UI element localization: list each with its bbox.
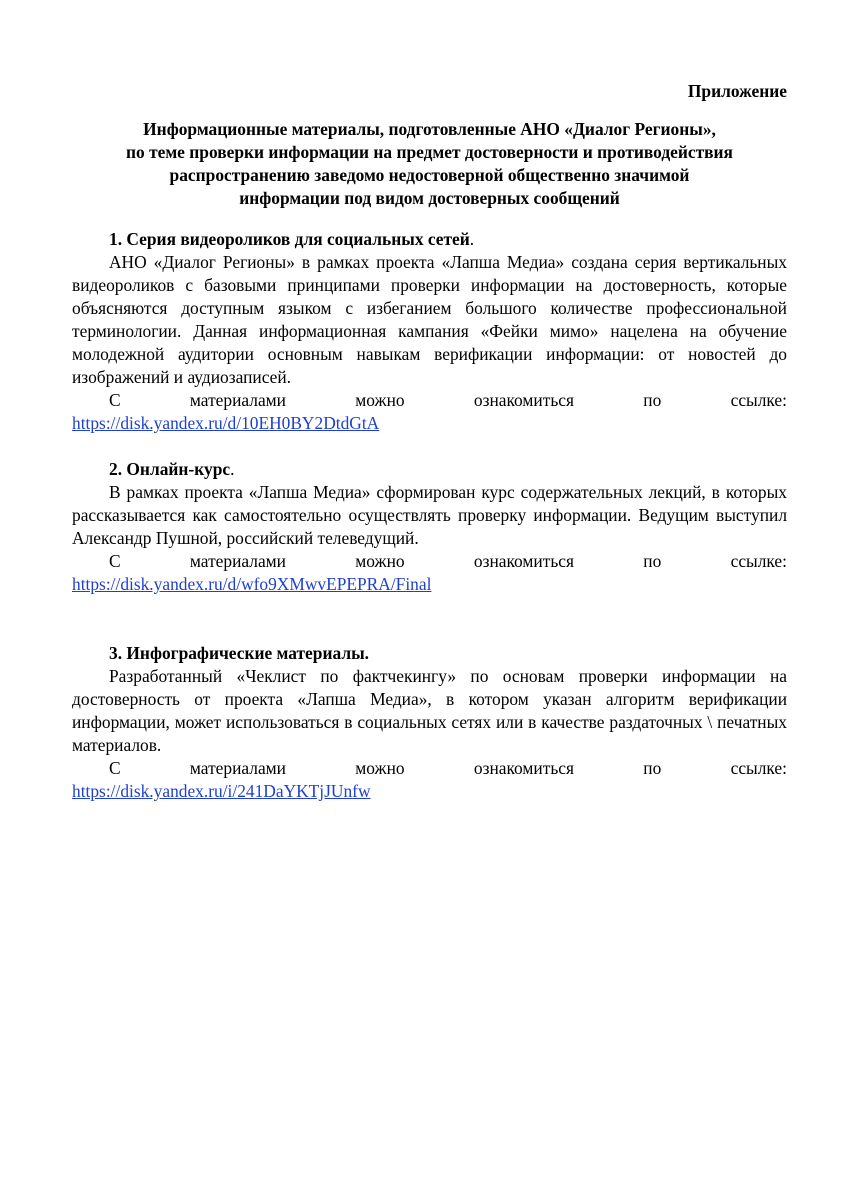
section-body: Разработанный «Чеклист по фактчекингу» по основам проверки информации на достоверность от проекта «Лапша Медиа», в котором указан алгоритм верификации информации, может использоваться в социальных сетях или в качестве раздаточных \ печатных материалов. [72, 666, 787, 755]
section-heading-suffix: . [469, 229, 475, 249]
link-intro: С материалами можно ознакомиться по ссылке: [109, 390, 787, 410]
title-line: распространению заведомо недостоверной общественно значимой [169, 165, 690, 185]
section-heading [72, 458, 787, 481]
section-heading-suffix: . [230, 459, 235, 479]
section-heading-text: 2. Онлайн-курс [109, 459, 231, 479]
appendix-label: Приложение [687, 81, 787, 101]
section-heading-text: 3. Инфографические материалы. [109, 643, 370, 663]
section-body: АНО «Диалог Регионы» в рамках проекта «Лапша Медиа» создана серия вертикальных видеороликов с базовыми принципами проверки информации на достоверность, которые объясняются доступным языком с избеганием большого количестве профессиональной терминологии. Данная информационная кампания «Фейки мимо» нацелена на обучение молодежной аудитории основным навыкам верификации информации: от новостей до изображений и аудиозаписей. [72, 252, 787, 387]
title-line: Информационные материалы, подготовленные АНО «Диалог Регионы», [143, 119, 716, 139]
section-heading-text: 1. Серия видеороликов для социальных сетей [109, 229, 470, 249]
section-infographics [72, 642, 787, 803]
document-title [72, 118, 787, 210]
section-heading [72, 228, 787, 251]
section-heading [72, 642, 787, 665]
section-video-series [72, 228, 787, 435]
materials-link[interactable]: https://disk.yandex.ru/i/241DaYKTjJUnfw [72, 781, 371, 801]
link-intro: С материалами можно ознакомиться по ссылке: [109, 551, 787, 571]
materials-link[interactable]: https://disk.yandex.ru/d/wfo9XMwvEPEPRA/Final [72, 574, 432, 594]
title-line: информации под видом достоверных сообщений [239, 188, 620, 208]
title-line: по теме проверки информации на предмет достоверности и противодействия [126, 142, 733, 162]
section-online-course [72, 458, 787, 596]
section-body: В рамках проекта «Лапша Медиа» сформирован курс содержательных лекций, в которых рассказывается как самостоятельно осуществлять проверку информации. Ведущим выступил Александр Пушной, российский телеведущий. [72, 482, 787, 548]
link-intro: С материалами можно ознакомиться по ссылке: [109, 758, 787, 778]
materials-link[interactable]: https://disk.yandex.ru/d/10EH0BY2DtdGtA [72, 413, 380, 433]
